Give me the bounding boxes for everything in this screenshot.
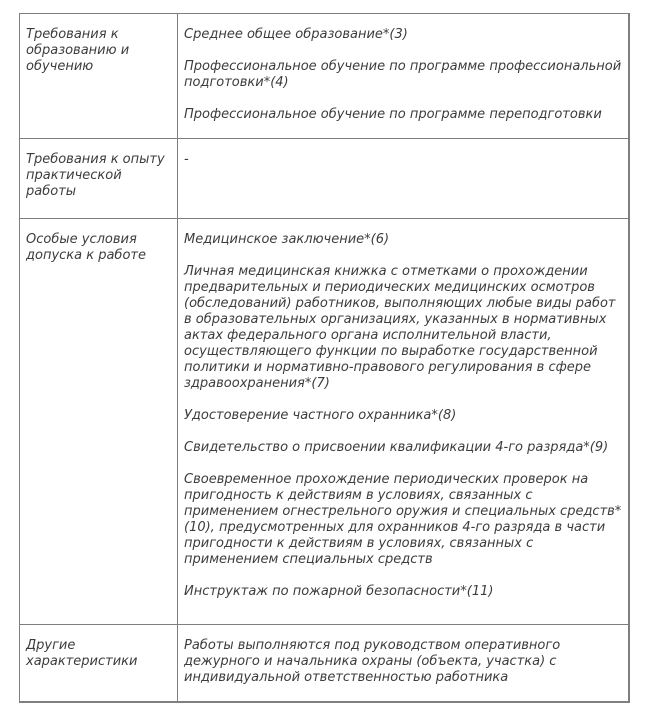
value-paragraph: Удостоверение частного охранника*(8) — [184, 408, 457, 423]
professional-standard-requirements-table — [19, 13, 630, 703]
value-paragraph: Профессиональное обучение по программе переподготовки — [184, 107, 602, 122]
value-paragraph: Своевременное прохождение периодических проверок на пригодность к действиям в условиях, связанных с применением огнестрельного оружия и специальных средств*(10), предусмотренных для охранников 4-го разряда в части пригодности к действиям в условиях, связанных с применением специальных средств — [184, 472, 622, 567]
row-value-cell — [178, 625, 629, 702]
document-page — [19, 13, 628, 703]
table-row-special-admission-conditions — [20, 219, 629, 625]
row-label-cell — [20, 219, 178, 625]
row-label-cell — [20, 14, 178, 139]
row-label: Особые условия допуска к работе — [26, 232, 146, 263]
value-paragraph: Медицинское заключение*(6) — [184, 232, 390, 247]
table-row-education-requirements — [20, 14, 629, 139]
table-row-experience-requirements — [20, 139, 629, 219]
value-paragraph: Инструктаж по пожарной безопасности*(11) — [184, 584, 494, 599]
row-label-cell — [20, 139, 178, 219]
row-label: Другие характеристики — [26, 638, 138, 669]
row-label: Требования к образованию и обучению — [26, 27, 130, 74]
table-row-other-characteristics — [20, 625, 629, 702]
value-paragraph: Среднее общее образование*(3) — [184, 27, 408, 42]
value-paragraph: Личная медицинская книжка с отметками о прохождении предварительных и периодических медицинских осмотров (обследований) работников, выполняющих любые виды работ в образовательных организациях, указанных в нормативных актах федерального органа исполнительной власти, осуществляющего функции по выработке государственной политики и нормативно-правового регулирования в сфере здравоохранения*(7) — [184, 264, 616, 391]
value-paragraph: Свидетельство о присвоении квалификации 4-го разряда*(9) — [184, 440, 609, 455]
row-label-cell — [20, 625, 178, 702]
value-paragraph: Профессиональное обучение по программе профессиональной подготовки*(4) — [184, 59, 622, 90]
row-label: Требования к опыту практической работы — [26, 152, 165, 199]
row-value-cell — [178, 139, 629, 219]
row-value-cell — [178, 219, 629, 625]
value-paragraph: - — [184, 152, 189, 167]
value-paragraph: Работы выполняются под руководством оперативного дежурного и начальника охраны (объекта, участка) с индивидуальной ответственностью работника — [184, 638, 561, 685]
row-value-cell — [178, 14, 629, 139]
